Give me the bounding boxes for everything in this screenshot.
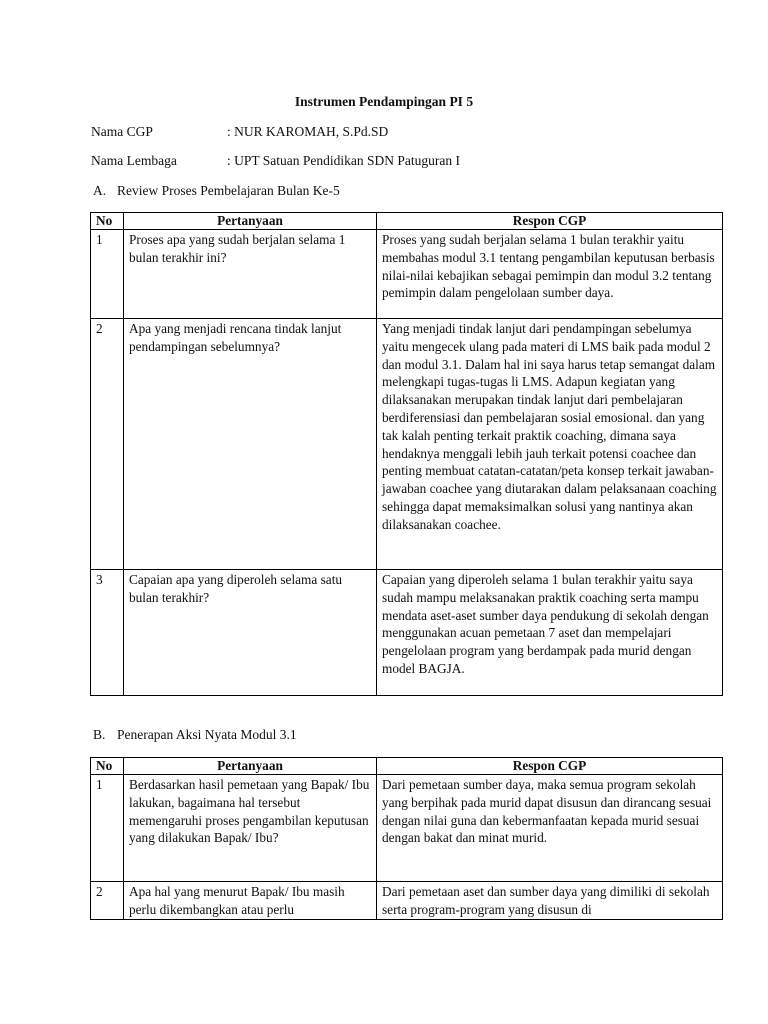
row-number: 2 [91, 882, 124, 920]
row-number: 1 [91, 775, 124, 882]
header-question: Pertanyaan [124, 758, 377, 775]
row-response: Dari pemetaan aset dan sumber daya yang dimiliki di sekolah serta program-program yang disusun di [377, 882, 723, 920]
table-row [91, 230, 723, 319]
table-header-row [91, 758, 723, 775]
section-letter: B. [93, 727, 106, 742]
header-response: Respon CGP [377, 213, 723, 230]
row-response: Dari pemetaan sumber daya, maka semua program sekolah yang berpihak pada murid dapat disusun dan dirancang sesuai dengan nilai guna dan kebermanfaatan kepada murid sesuai dengan bakat dan minat murid. [377, 775, 723, 882]
row-question: Berdasarkan hasil pemetaan yang Bapak/ Ibu lakukan, bagaimana hal tersebut memengaruhi proses pengambilan keputusan yang dilakukan Bapak/ Ibu? [124, 775, 377, 882]
table-row [91, 319, 723, 570]
section-letter: A. [93, 183, 107, 198]
table-header-row [91, 213, 723, 230]
section-title: Penerapan Aksi Nyata Modul 3.1 [117, 727, 297, 742]
info-label: Nama Lembaga [91, 153, 177, 168]
row-question: Apa yang menjadi rencana tindak lanjut pendampingan sebelumnya? [124, 319, 377, 570]
info-value: : NUR KAROMAH, S.Pd.SD [227, 124, 389, 139]
info-value: : UPT Satuan Pendidikan SDN Patuguran I [227, 153, 460, 168]
row-number: 3 [91, 570, 124, 696]
table-row [91, 570, 723, 696]
row-number: 2 [91, 319, 124, 570]
header-question: Pertanyaan [124, 213, 377, 230]
section-b-heading [93, 727, 297, 743]
row-response: Proses yang sudah berjalan selama 1 bulan terakhir yaitu membahas modul 3.1 tentang pengambilan keputusan berbasis nilai-nilai kebajikan sebagai pemimpin dan modul 3.2 tentang pemimpin dalam pengelolaan sumber daya. [377, 230, 723, 319]
section-a-heading [93, 183, 340, 199]
header-no: No [91, 213, 124, 230]
info-label: Nama CGP [91, 124, 153, 139]
row-question: Apa hal yang menurut Bapak/ Ibu masih perlu dikembangkan atau perlu [124, 882, 377, 920]
table-review-pembelajaran [90, 212, 723, 696]
document-title: Instrumen Pendampingan PI 5 [294, 94, 474, 109]
section-title: Review Proses Pembelajaran Bulan Ke-5 [117, 183, 340, 198]
header-response: Respon CGP [377, 758, 723, 775]
row-response: Capaian yang diperoleh selama 1 bulan terakhir yaitu saya sudah mampu melaksanakan praktik coaching serta mampu mendata aset-aset sumber daya pendukung di sekolah dengan menggunakan acuan pemetaan 7 aset dan mempelajari pengelolaan program yang berdampak pada murid dengan model BAGJA. [377, 570, 723, 696]
info-row-nama-cgp [91, 124, 388, 140]
row-response: Yang menjadi tindak lanjut dari pendampingan sebelumya yaitu mengecek ulang pada materi di LMS baik pada modul 2 dan modul 3.1. Dalam hal ini saya harus tetap semangat dalam melengkapi tugas-tugas li LMS. Adapun kegiatan yang dilaksanakan merupakan tindak lanjut dari pembelajaran berdiferensiasi dan pembelajaran sosial emosional. dan yang tak kalah penting terkait praktik coaching, dimana saya hendaknya menggali lebih jauh terkait potensi coachee dan penting membuat catatan-catatan/peta konsep terkait jawaban-jawaban coachee yang diutarakan dalam pelaksanaan coaching sehingga dapat memaksimalkan solusi yang nantinya akan dilaksanakan coachee. [377, 319, 723, 570]
row-question: Proses apa yang sudah berjalan selama 1 bulan terakhir ini? [124, 230, 377, 319]
row-question: Capaian apa yang diperoleh selama satu bulan terakhir? [124, 570, 377, 696]
info-row-nama-lembaga [91, 153, 460, 169]
table-row [91, 882, 723, 920]
table-row [91, 775, 723, 882]
header-no: No [91, 758, 124, 775]
row-number: 1 [91, 230, 124, 319]
table-aksi-nyata [90, 757, 723, 920]
